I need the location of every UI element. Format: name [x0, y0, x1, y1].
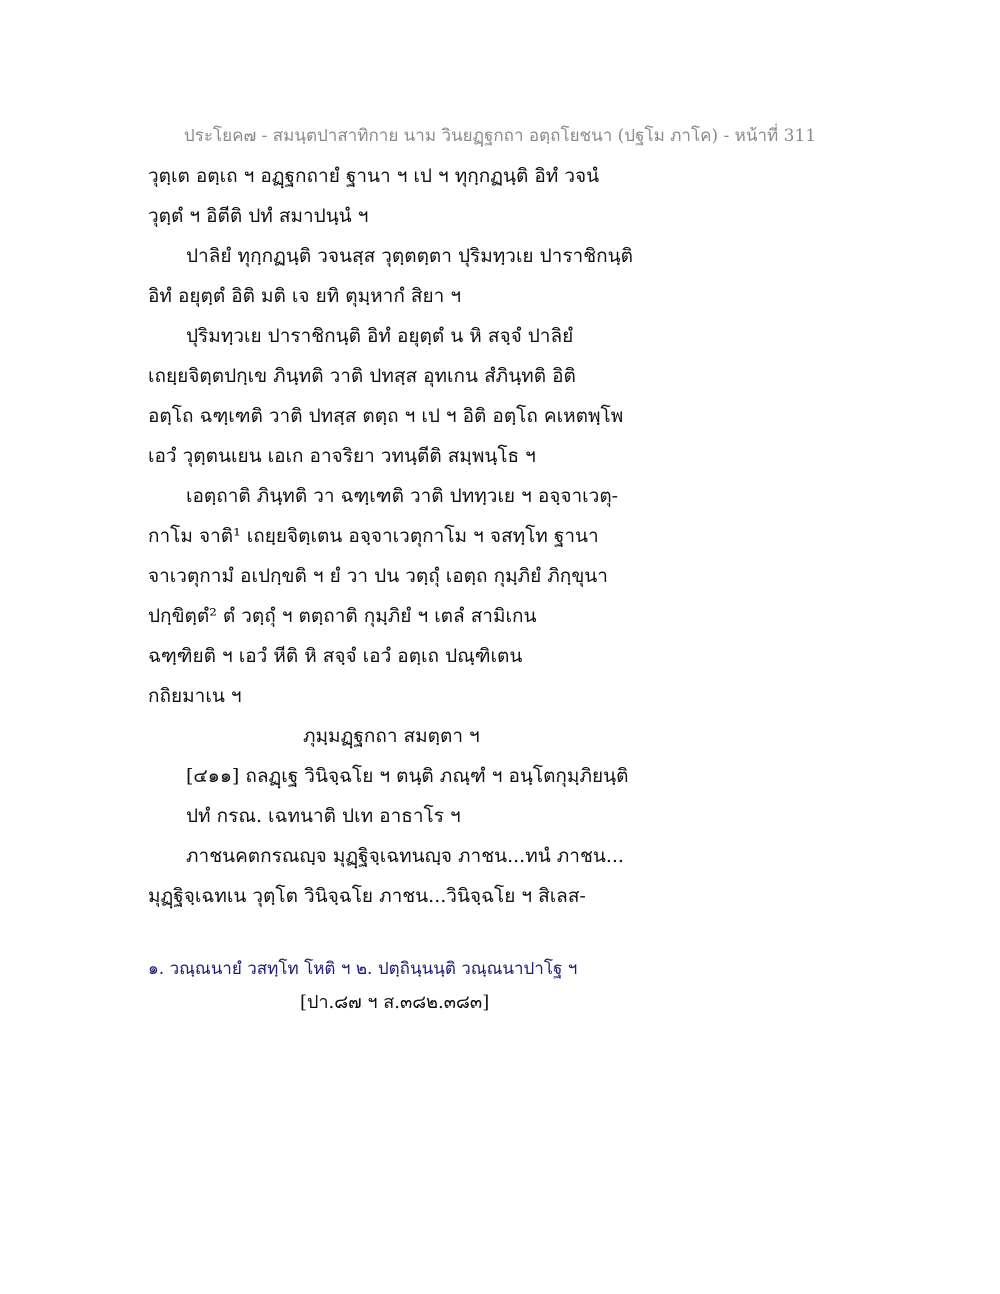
- text-line: [๔๑๑] ถลฏฺเฐ วินิจฺฉโย ฯ ตนฺติ ภณฺฑํ ฯ อนฺโตกุมฺภิยนฺติ: [186, 765, 629, 787]
- text-line: ปทํ กรณ. เฉทนาติ ปเท อาธาโร ฯ: [186, 805, 461, 827]
- text-line: กถิยมาเน ฯ: [148, 685, 242, 707]
- text-line: ปาลิยํ ทุกฺกฏนฺติ วจนสฺส วุตฺตตฺตา ปุริมทฺวเย ปาราชิกนฺติ: [186, 245, 633, 267]
- footnotes: [148, 952, 748, 1020]
- text-line: มุฏฺฐิจฺเฉทเน วุตฺโต วินิจฺฉโย ภาชน...วินิจฺฉโย ฯ สิเลส-: [148, 885, 586, 907]
- text-line: ฉฑฺฑิยติ ฯ เอวํ หีติ หิ สจฺจํ เอวํ อตฺเถ ปณฺฑิเตน: [148, 645, 523, 667]
- text-line: ภาชนคตกรณญฺจ มุฏฺฐิจฺเฉทนญฺจ ภาชน...ทนํ ภาชน...: [186, 845, 624, 867]
- page-reference: [ปา.๘๗ ฯ ส.๓๘๒.๓๘๓]: [300, 992, 490, 1013]
- text-line: วุตฺเต อตฺเถ ฯ อฏฺฐกถายํ ฐานา ฯ เป ฯ ทุกฺกฏนฺติ อิทํ วจนํ: [148, 165, 600, 187]
- text-line: เอวํ วุตฺตนเยน เอเก อาจริยา วทนฺตีติ สมฺพนฺโธ ฯ: [148, 445, 536, 467]
- footnote-line: ๑. วณฺณนายํ วสทฺโท โหติ ฯ ๒. ปตฺถินฺนนฺติ วณฺณนาปาโฐ ฯ: [148, 959, 578, 979]
- text-line: เอตฺถาติ ภินฺทติ วา ฉฑฺเฑติ วาติ ปททฺวเย ฯ อจฺจาเวตุ-: [186, 485, 619, 507]
- text-line: กาโม จาติ¹ เถยฺยจิตฺเตน อจฺจาเวตุกาโม ฯ จสทฺโท ฐานา: [148, 525, 599, 547]
- page-header: ประโยค๗ - สมนฺตปาสาทิกาย นาม วินยฏฺฐกถา อตฺถโยชนา (ปฐโม ภาโค) - หน้าที่ 311: [183, 126, 817, 146]
- section-end-heading: ภุมฺมฏฺฐกถา สมตฺตา ฯ: [303, 725, 480, 747]
- text-line: ปุริมทฺวเย ปาราชิกนฺติ อิทํ อยุตฺตํ น หิ สจฺจํ ปาลิยํ: [186, 325, 574, 347]
- text-line: ปกฺขิตฺตํ² ตํ วตฺถุํ ฯ ตตฺถาติ กุมฺภิยํ ฯ เตลํ สามิเกน: [148, 605, 537, 627]
- body-text: [148, 156, 668, 916]
- text-line: อิทํ อยุตฺตํ อิติ มติ เจ ยทิ ตุมฺหากํ สิยา ฯ: [148, 285, 461, 307]
- text-line: อตฺโถ ฉฑฺเฑติ วาติ ปทสฺส ตตฺถ ฯ เป ฯ อิติ อตฺโถ คเหตพฺโพ: [148, 405, 624, 427]
- text-line: จาเวตุกามํ อเปกฺขติ ฯ ยํ วา ปน วตฺถุํ เอตฺถ กุมฺภิยํ ภิกฺขุนา: [148, 565, 608, 587]
- text-line: วุตฺตํ ฯ อิตีติ ปทํ สมาปนฺนํ ฯ: [148, 205, 369, 227]
- text-line: เถยฺยจิตฺตปกฺเข ภินฺทติ วาติ ปทสฺส อุทเกน สํภินฺทติ อิติ: [148, 365, 576, 387]
